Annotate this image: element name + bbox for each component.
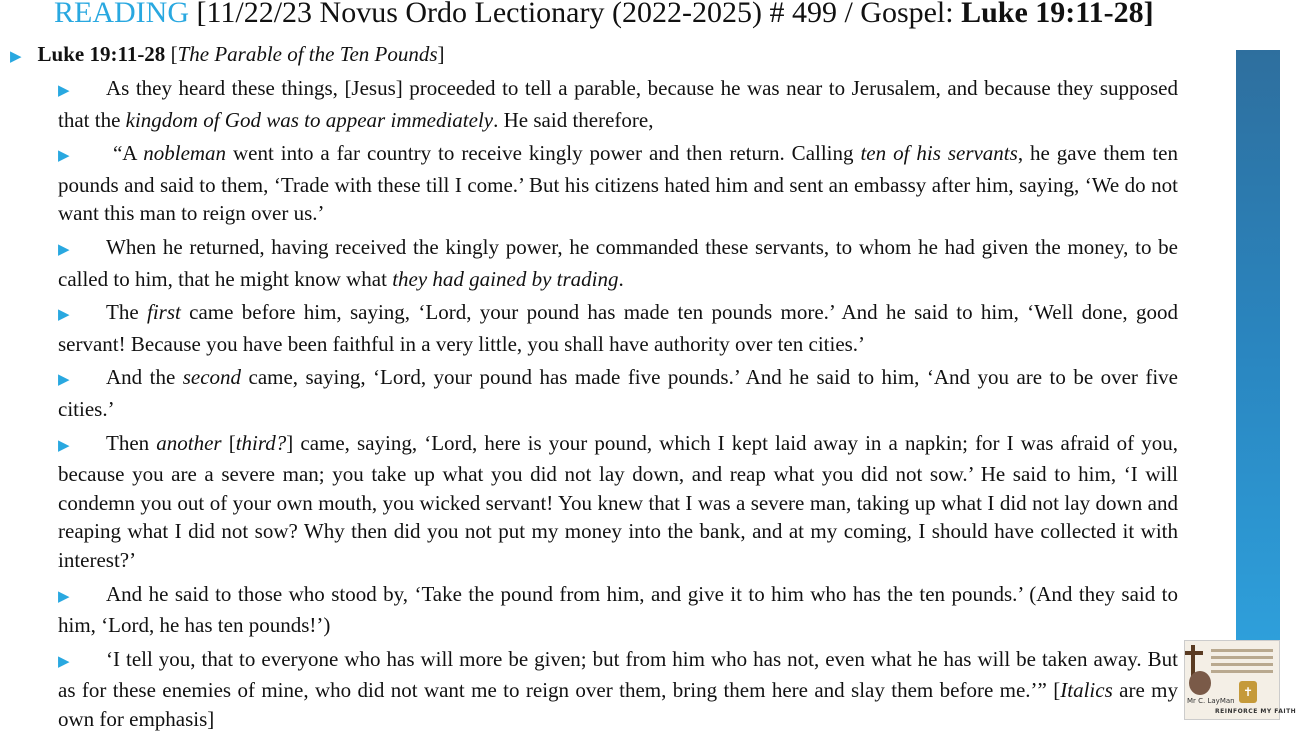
verse-text: “A xyxy=(106,141,144,166)
title-gospel-reference: Luke 19:11-28] xyxy=(961,0,1154,29)
thumbnail-brand: REINFORCE MY FAITH xyxy=(1215,708,1296,715)
bullet-triangle-icon: ▶ xyxy=(58,83,70,99)
verse-emphasis: second xyxy=(182,365,242,390)
scripture-content xyxy=(58,74,1178,738)
passage-subtitle: The Parable of the Ten Pounds xyxy=(177,42,438,66)
title-bar xyxy=(0,0,1280,40)
verse-emphasis: they had gained by trading xyxy=(392,266,619,291)
bullet-triangle-icon: ▶ xyxy=(58,148,70,165)
verse-text: . He said therefore, xyxy=(493,107,654,132)
verse-text: went into a far country to receive kingly power and then return. Calling xyxy=(226,141,861,166)
title-lectionary-text: [11/22/23 Novus Ordo Lectionary (2022-2025) # 499 / Gospel: xyxy=(189,0,962,29)
verse-emphasis: Italics xyxy=(1060,678,1113,703)
verse-text: came before him, saying, ‘Lord, your pound has made ten pounds more.’ And he said to him, ‘Well done, good servant! Because you have been faithful in a very little, you shall have authority over ten cities.’ xyxy=(58,300,1178,356)
verse-text: As they heard these things, [Jesus] proceeded to tell a parable, because he was near to Jerusalem, and because they supposed that the xyxy=(58,76,1178,132)
verse-paragraph-1 xyxy=(58,74,1178,134)
passage-header: ▶ Luke 19:11-28 [The Parable of the Ten Pounds] xyxy=(10,42,445,66)
verse-text: . xyxy=(618,266,624,291)
bullet-triangle-icon: ▶ xyxy=(58,241,70,258)
verse-text: And he said to those who stood by, ‘Take the pound from him, and give it to him who has the ten pounds.’ (And they said to him, ‘Lord, he has ten pounds!’) xyxy=(58,581,1178,638)
verse-paragraph-8 xyxy=(58,645,1178,734)
verse-emphasis: ten of his servants xyxy=(860,141,1018,166)
avatar xyxy=(1189,671,1211,695)
verse-paragraph-6 xyxy=(58,429,1178,575)
bullet-triangle-icon: ▶ xyxy=(58,588,70,605)
title-reading-label: READING xyxy=(54,0,189,29)
verse-emphasis: nobleman xyxy=(143,141,227,166)
verse-text: ‘I tell you, that to everyone who has will more be given; but from him who has not, even what he has will be taken away. But as for these enemies of mine, who did not want me to reign over them, bring them here and slay them before me.’” [ xyxy=(58,646,1178,703)
channel-thumbnail xyxy=(1184,640,1296,720)
verse-paragraph-2 xyxy=(58,139,1178,228)
bullet-triangle-icon: ▶ xyxy=(58,437,70,454)
bullet-triangle-icon: ▶ xyxy=(58,653,70,670)
verse-paragraph-7 xyxy=(58,580,1178,640)
verse-text: Then xyxy=(106,430,157,455)
verse-paragraph-3 xyxy=(58,233,1178,293)
verse-text: And the xyxy=(106,365,183,390)
verse-text: The xyxy=(106,300,147,325)
thumbnail-caption: Mr C. LayMan xyxy=(1187,697,1235,705)
bullet-triangle-icon: ▶ xyxy=(58,307,70,324)
bullet-triangle-icon: ▶ xyxy=(58,372,70,389)
verse-emphasis: another xyxy=(156,430,222,455)
verse-emphasis: first xyxy=(146,300,181,325)
verse-paragraph-5 xyxy=(58,363,1178,423)
verse-text: , he gave them ten pounds and said to them, ‘Trade with these till I come.’ But his citizens hated him and sent an embassy after him, saying, ‘We do not want this man to reign over us.’ xyxy=(58,141,1178,226)
book-icon: ✝ xyxy=(1239,681,1257,703)
verse-text: ] came, saying, ‘Lord, here is your pound, which I kept laid away in a napkin; for I was afraid of you, because you are a severe man; you take up what you did not lay down, and reap what you did not sow.’ He said to him, ‘I will condemn you out of your own mouth, you wicked servant! You knew that I was a severe man, taking up what I did not lay down and reaping what I did not sow? Why then did you not put my money into the bank, and at my coming, I should have collected it with interest?’ xyxy=(58,430,1178,572)
verse-text: are my own for emphasis] xyxy=(58,678,1178,731)
verse-emphasis: third? xyxy=(235,430,287,455)
verse-text: [ xyxy=(221,430,236,455)
verse-paragraph-4 xyxy=(58,298,1178,358)
side-panel xyxy=(1236,50,1280,720)
passage-reference: Luke 19:11-28 xyxy=(37,42,166,66)
verse-text: came, saying, ‘Lord, your pound has made five pounds.’ And he said to him, ‘And you are to be over five cities.’ xyxy=(58,365,1178,421)
verse-text: When he returned, having received the kingly power, he commanded these servants, to whom he had given the money, to be called to him, that he might know what xyxy=(58,234,1178,291)
bullet-triangle-icon: ▶ xyxy=(10,49,22,65)
verse-emphasis: kingdom of God was to appear immediately xyxy=(125,107,494,132)
